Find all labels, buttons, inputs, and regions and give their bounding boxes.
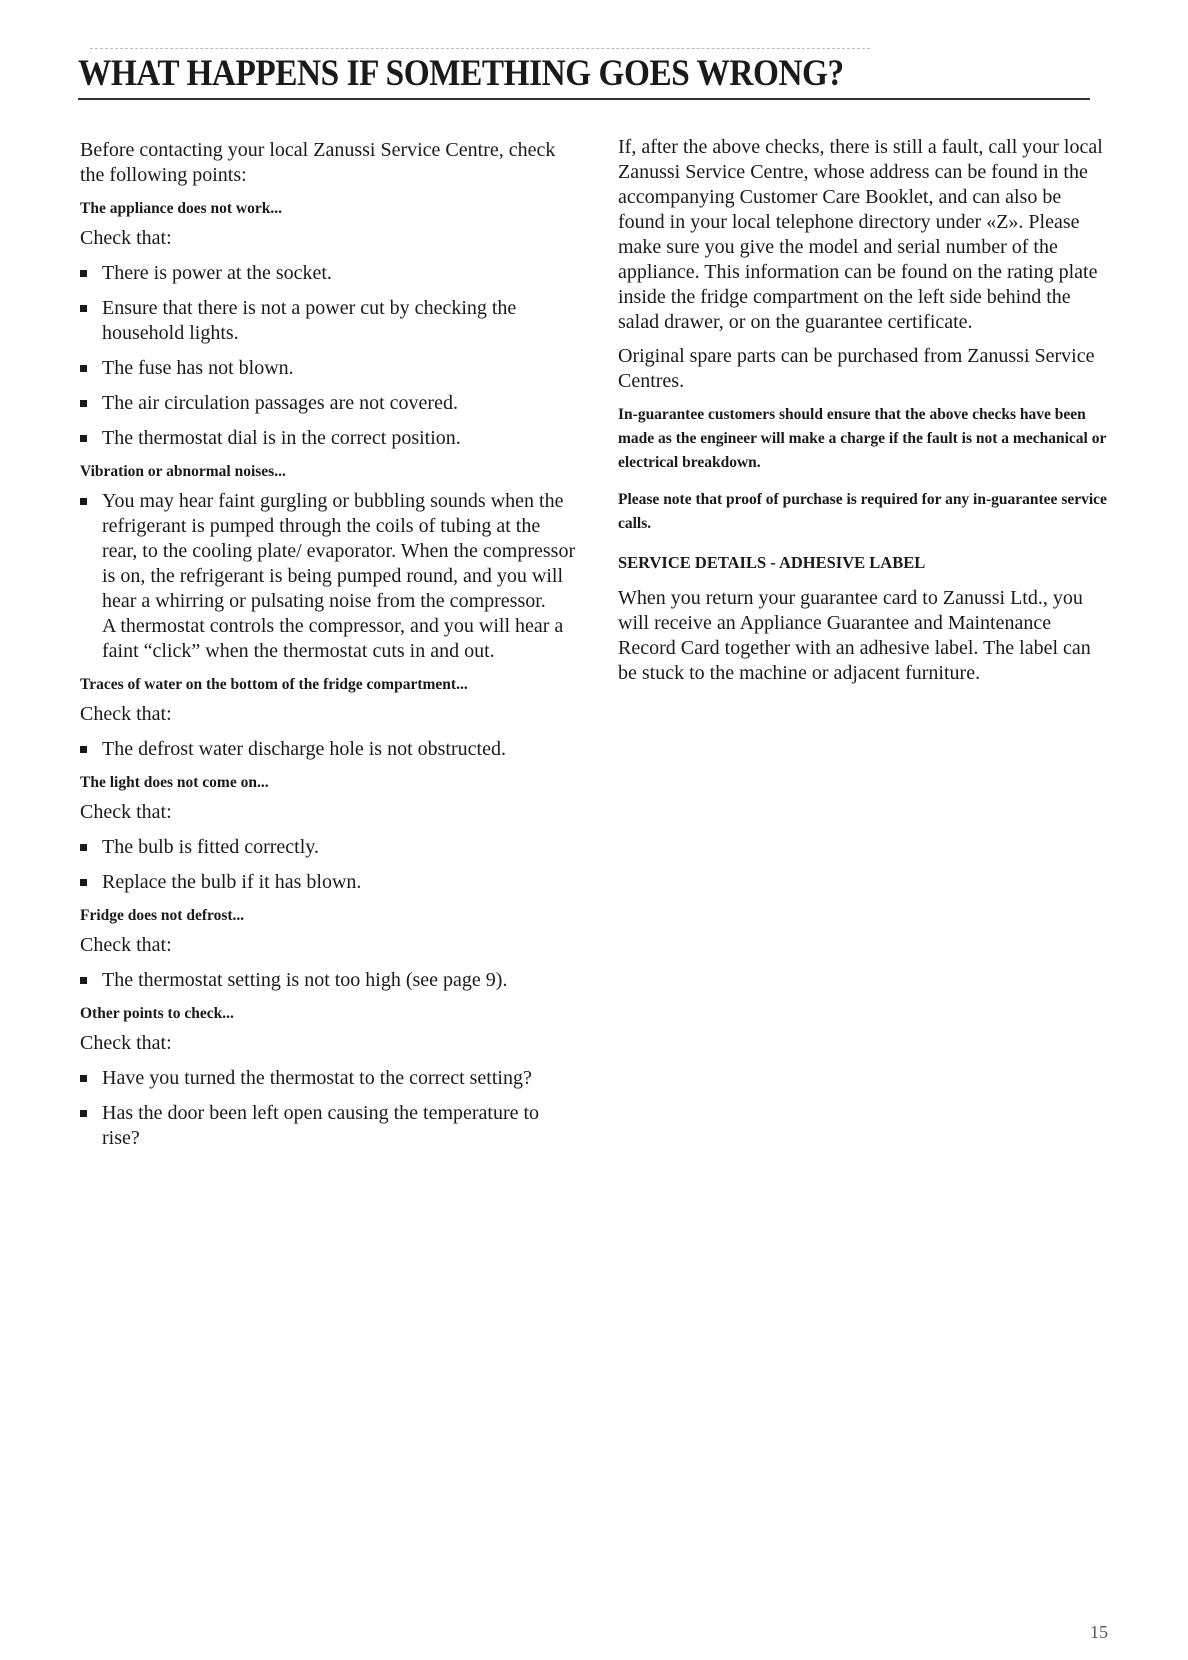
bullet-icon <box>80 498 87 505</box>
check-list <box>80 489 580 664</box>
check-list <box>80 968 580 993</box>
check-that-label: Check that: <box>80 934 172 956</box>
section-water-traces <box>80 674 580 762</box>
bullet-icon <box>80 270 87 277</box>
check-list <box>80 737 580 762</box>
service-details-heading: SERVICE DETAILS - ADHESIVE LABEL <box>618 553 926 572</box>
list-item: The defrost water discharge hole is not obstructed. <box>80 737 580 762</box>
list-item: The fuse has not blown. <box>80 356 580 381</box>
section-heading: Vibration or abnormal noises... <box>80 463 286 480</box>
service-details-text: When you return your guarantee card to Zanussi Ltd., you will receive an Appliance Guarantee and Maintenance Record Card together with an adhesive label. The label can be stuck to the machine or adjacent furniture. <box>618 587 1091 684</box>
bullet-icon <box>80 435 87 442</box>
list-item: You may hear faint gurgling or bubbling sounds when the refrigerant is pumped through the coils of tubing at the rear, to the cooling plate/ evaporator. When the compressor is on, the refrigerant is being pumped round, and you will hear a whirring or pulsating noise from the compressor. A thermostat controls the compressor, and you will hear a faint “click” when the thermostat cuts in and out. <box>80 489 580 664</box>
check-that-label: Check that: <box>80 1032 172 1054</box>
check-list <box>80 261 580 451</box>
check-that-label: Check that: <box>80 801 172 823</box>
title-rule <box>78 98 1090 100</box>
left-column <box>80 138 580 1161</box>
section-heading: Fridge does not defrost... <box>80 907 245 924</box>
bullet-icon <box>80 1110 87 1117</box>
right-column <box>618 135 1108 686</box>
proof-of-purchase-notice: Please note that proof of purchase is required for any in-guarantee service calls. <box>618 491 1107 532</box>
check-that-label: Check that: <box>80 703 172 725</box>
spare-parts-paragraph: Original spare parts can be purchased from Zanussi Service Centres. <box>618 345 1095 392</box>
page-number: 15 <box>1090 1622 1108 1642</box>
check-that-label: Check that: <box>80 227 172 249</box>
section-other-points <box>80 1003 580 1151</box>
title-rule-top <box>90 48 870 49</box>
list-item: The air circulation passages are not covered. <box>80 391 580 416</box>
service-centre-paragraph: If, after the above checks, there is still a fault, call your local Zanussi Service Centre, whose address can be found in the accompanying Customer Care Booklet, and can also be found in your local telephone directory under «Z». Please make sure you give the model and serial number of the appliance. This information can be found on the rating plate inside the fridge compartment on the left side behind the salad drawer, or on the guarantee certificate. <box>618 136 1103 333</box>
bullet-icon <box>80 400 87 407</box>
check-list <box>80 1066 580 1151</box>
list-item: Has the door been left open causing the temperature to rise? <box>80 1101 580 1151</box>
list-item: Ensure that there is not a power cut by checking the household lights. <box>80 296 580 346</box>
section-heading: Other points to check... <box>80 1005 234 1022</box>
intro-text: Before contacting your local Zanussi Service Centre, check the following points: <box>80 139 556 186</box>
bullet-icon <box>80 305 87 312</box>
section-appliance-not-working <box>80 198 580 451</box>
section-heading: The appliance does not work... <box>80 200 282 217</box>
bullet-icon <box>80 1075 87 1082</box>
guarantee-notice: In-guarantee customers should ensure that the above checks have been made as the engineer will make a charge if the fault is not a mechanical or electrical breakdown. <box>618 406 1107 471</box>
bullet-icon <box>80 844 87 851</box>
list-item: The bulb is fitted correctly. <box>80 835 580 860</box>
thermostat-note: A thermostat controls the compressor, and you will hear a faint “click” when the thermostat cuts in and out. <box>102 615 564 662</box>
list-item: There is power at the socket. <box>80 261 580 286</box>
list-item: The thermostat setting is not too high (see page 9). <box>80 968 580 993</box>
check-list <box>80 835 580 895</box>
bullet-icon <box>80 879 87 886</box>
bullet-icon <box>80 746 87 753</box>
list-item: Have you turned the thermostat to the correct setting? <box>80 1066 580 1091</box>
list-item: Replace the bulb if it has blown. <box>80 870 580 895</box>
page-title: WHAT HAPPENS IF SOMETHING GOES WRONG? <box>78 53 844 94</box>
list-item: The thermostat dial is in the correct position. <box>80 426 580 451</box>
section-no-defrost <box>80 905 580 993</box>
section-light-not-on <box>80 772 580 895</box>
section-heading: The light does not come on... <box>80 774 269 791</box>
bullet-icon <box>80 365 87 372</box>
section-vibration-noises <box>80 461 580 664</box>
bullet-icon <box>80 977 87 984</box>
section-heading: Traces of water on the bottom of the fridge compartment... <box>80 676 468 693</box>
